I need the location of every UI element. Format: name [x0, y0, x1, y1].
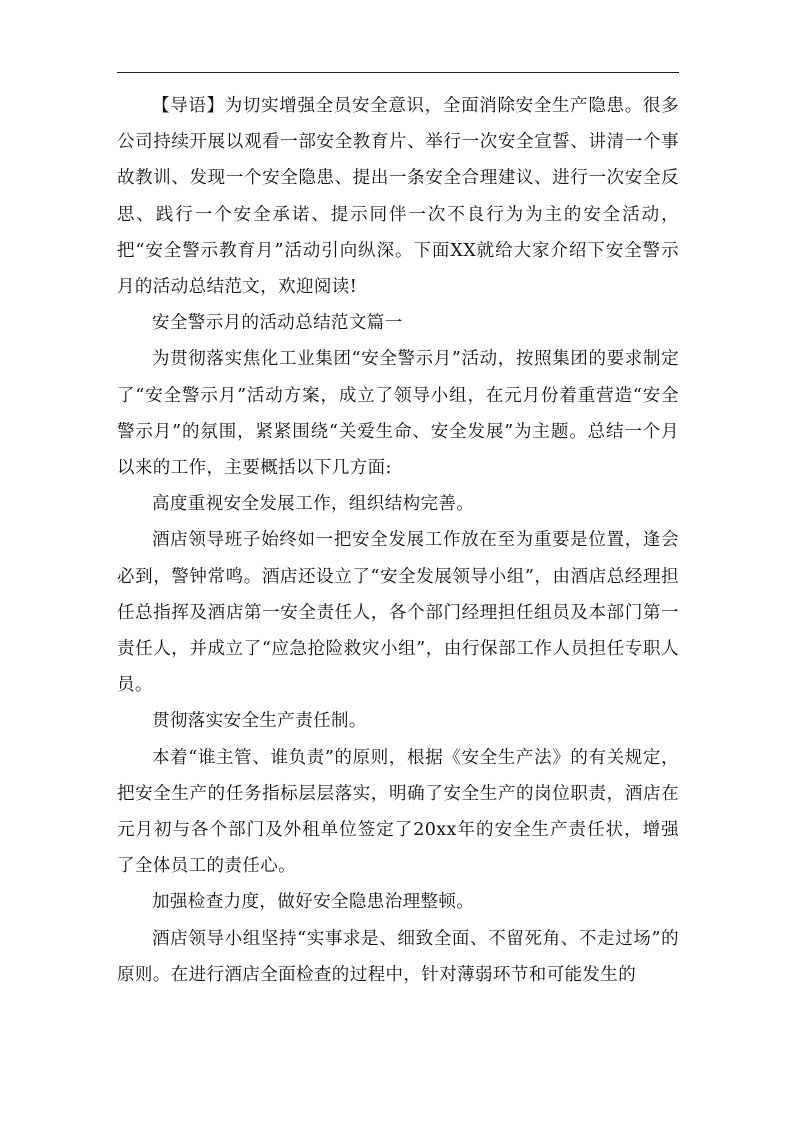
subheading: 贯彻落实安全生产责任制。 — [152, 711, 367, 732]
body-paragraph: 酒店领导小组坚持“实事求是、细致全面、不留死角、不走过场”的原则。在进行酒店全面检查的过程中，针对薄弱环节和可能发生的 — [117, 928, 679, 985]
body-paragraph: 本着“谁主管、谁负责”的原则，根据《安全生产法》的有关规定，把安全生产的任务指标层层落实，明确了安全生产的岗位职责，酒店在元月初与各个部门及外租单位签定了20xx年的安全生产责任状，增强了全体员工的责任心。 — [117, 747, 679, 877]
document-body — [117, 88, 679, 993]
body-paragraph: 酒店领导班子始终如一把安全发展工作放在至为重要是位置，逢会必到，警钟常鸣。酒店还设立了“安全发展领导小组”，由酒店总经理担任总指挥及酒店第一安全责任人，各个部门经理担任组员及本部门第一责任人，并成立了“应急抢险救灾小组”，由行保部工作人员担任专职人员。 — [117, 530, 679, 696]
intro-paragraph: 【导语】为切实增强全员安全意识，全面消除安全生产隐患。很多公司持续开展以观看一部安全教育片、举行一次安全宣誓、讲清一个事故教训、发现一个安全隐患、提出一条安全合理建议、进行一次安全反思、践行一个安全承诺、提示同伴一次不良行为为主的安全活动，把“安全警示教育月”活动引向纵深。下面XX就给大家介绍下安全警示月的活动总结范文，欢迎阅读! — [117, 96, 679, 298]
header-rule — [117, 72, 679, 73]
subheading: 加强检查力度，做好安全隐患治理整顿。 — [152, 892, 475, 913]
body-paragraph: 为贯彻落实焦化工业集团“安全警示月”活动，按照集团的要求制定了“安全警示月”活动方案，成立了领导小组，在元月份着重营造“安全警示月”的氛围，紧紧围绕“关爱生命、安全发展”为主题。总结一个月以来的工作，主要概括以下几方面: — [117, 349, 679, 479]
subheading: 高度重视安全发展工作，组织结构完善。 — [152, 494, 475, 515]
section-title: 安全警示月的活动总结范文篇一 — [152, 313, 403, 334]
